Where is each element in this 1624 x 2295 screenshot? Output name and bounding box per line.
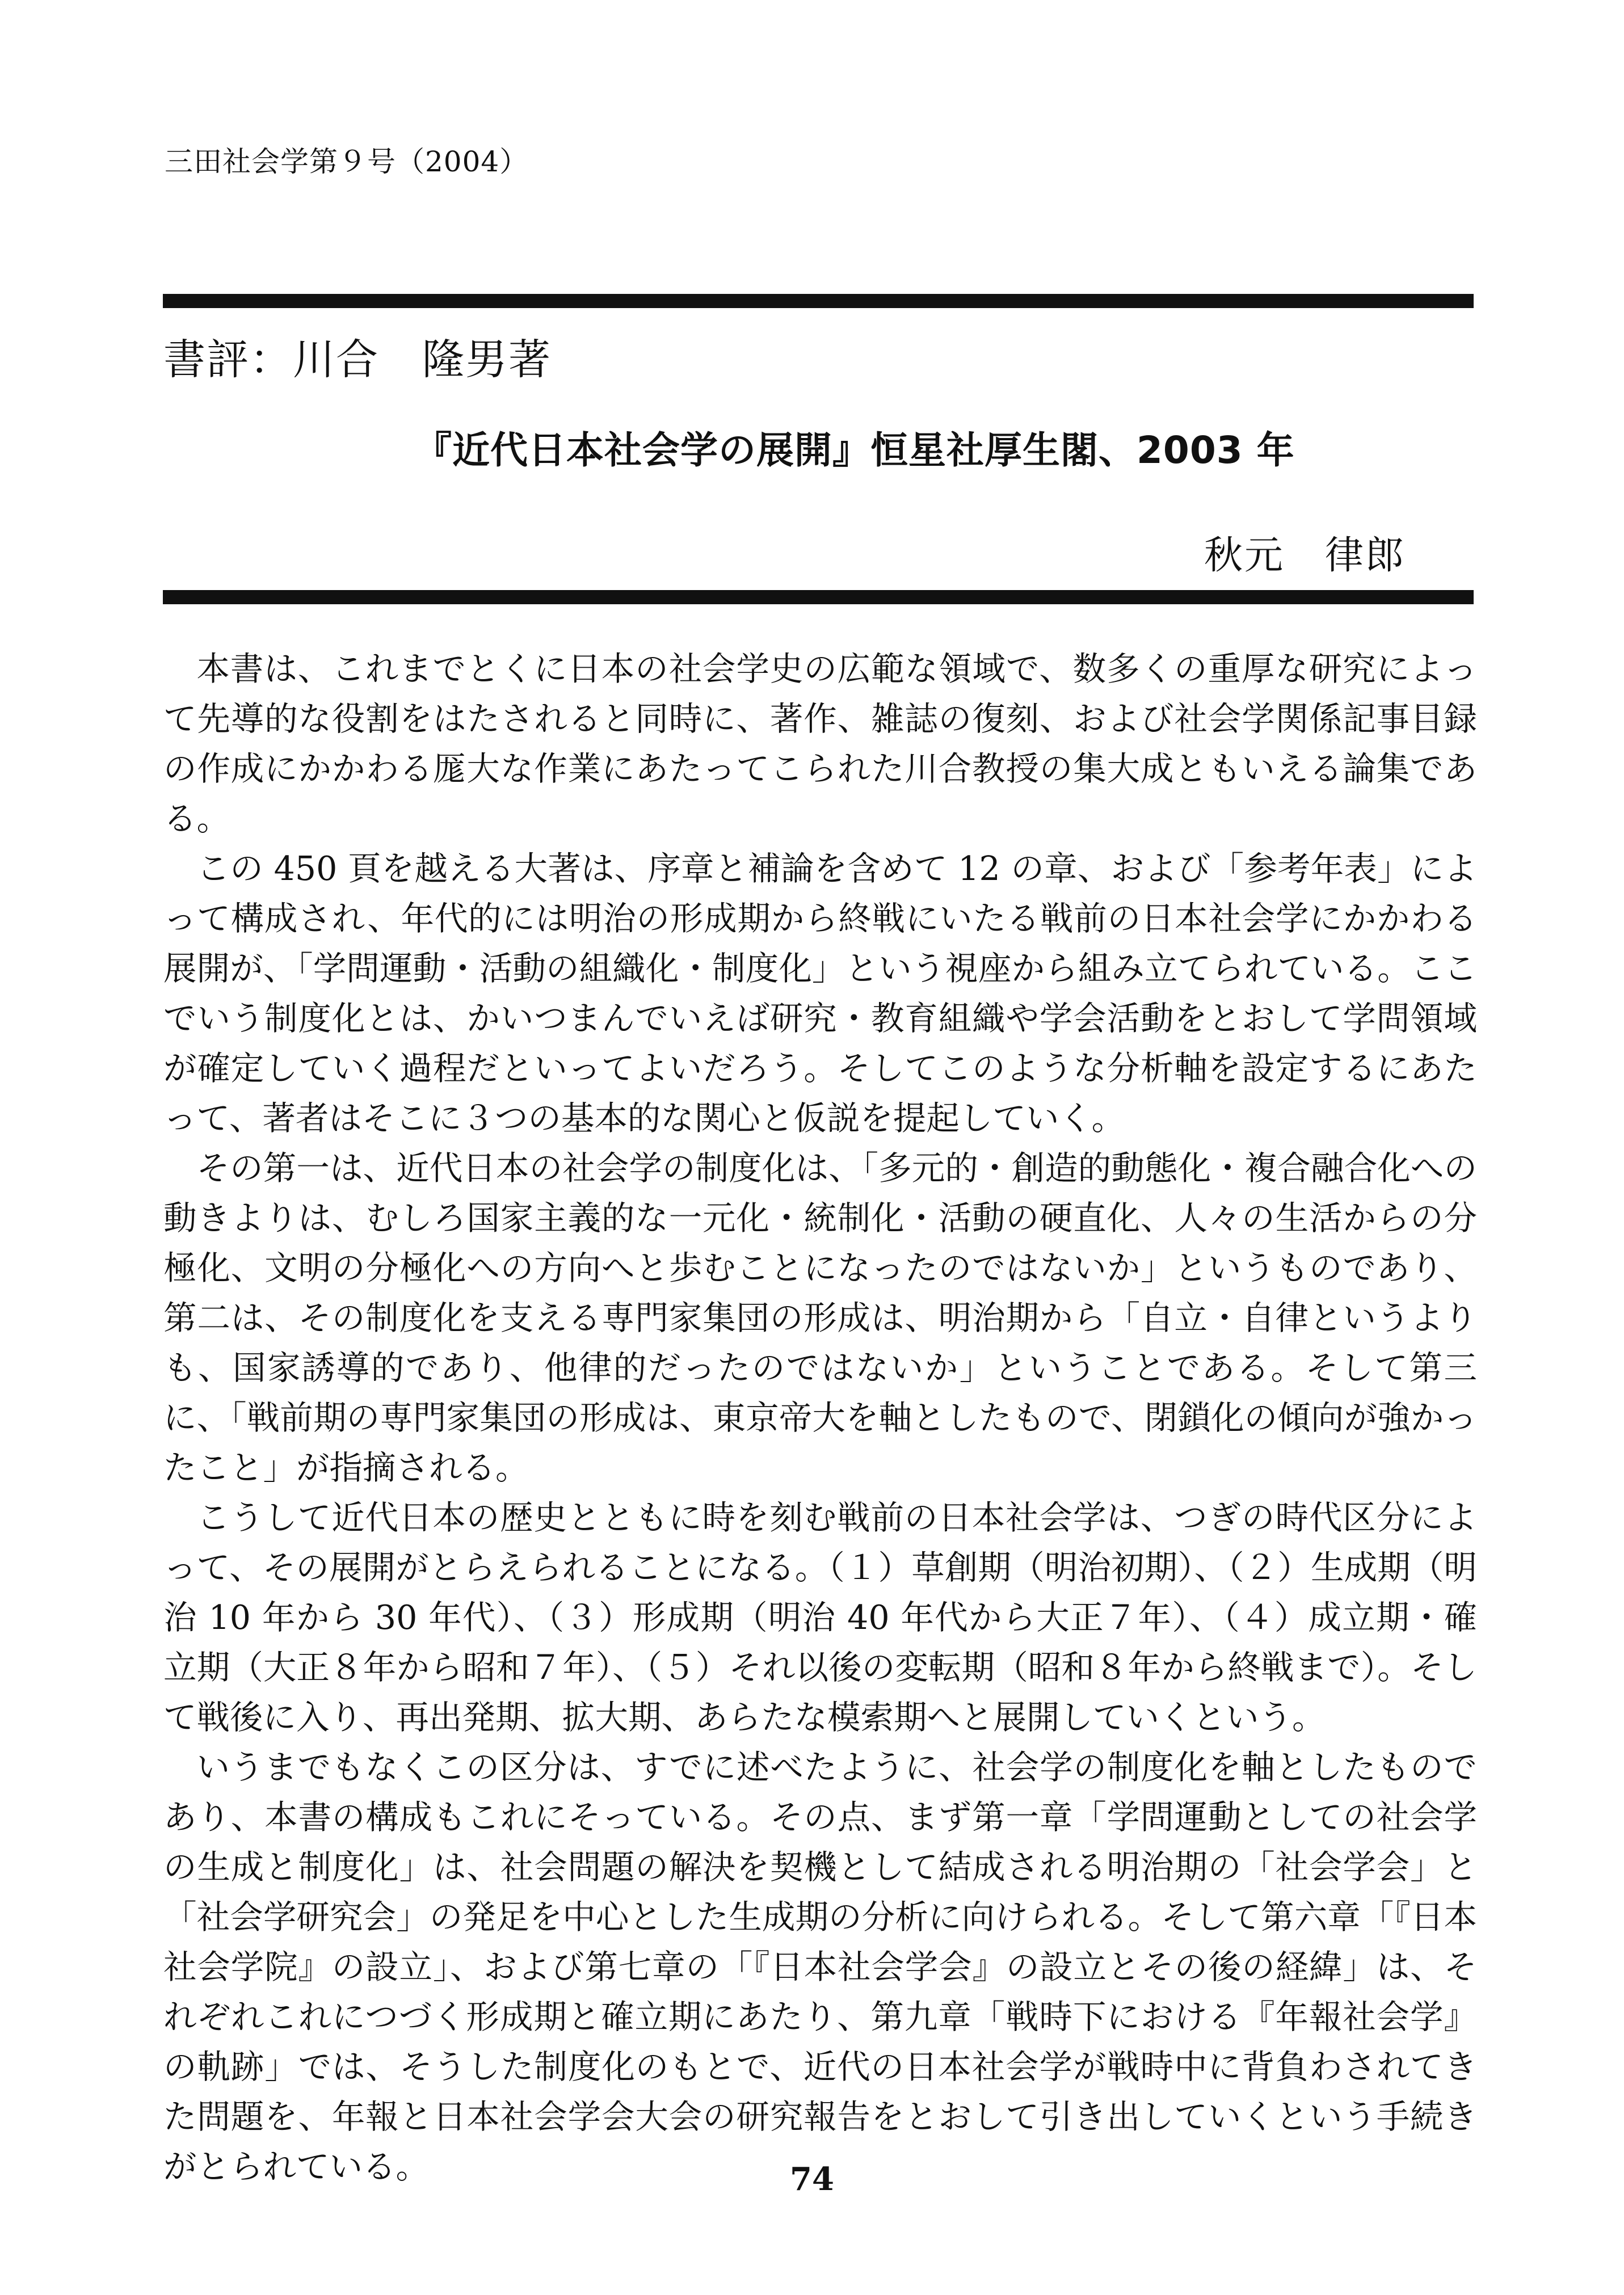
paragraph: その第一は、近代日本の社会学の制度化は、「多元的・創造的動態化・複合融合化への動きよりは、むしろ国家主義的な一元化・統制化・活動の硬直化、人々の生活からの分極化、文明の分極化への方向へと歩むことになったのではないか」というものであり、第二は、その制度化を支える専門家集団の形成は、明治期から「自立・自律というよりも、国家誘導的であり、他律的だったのではないか」ということである。そして第三に、「戦前期の専門家集団の形成は、東京帝大を軸としたもので、閉鎖化の傾向が強かったこと」が指摘される。 [163,1149,1477,1487]
review-title: 書評：川合 隆男著 [163,335,552,384]
paragraph: いうまでもなくこの区分は、すでに述べたように、社会学の制度化を軸としたものであり、本書の構成もこれにそっている。その点、まず第一章「学問運動としての社会学の生成と制度化」は、社会問題の解決を契機として結成される明治期の「社会学会」と「社会学研究会」の発足を中心とした生成期の分析に向けられる。そして第六章「『日本社会学院』の設立」、および第七章の「『日本社会学会』の設立とその後の経緯」は、それぞれこれにつづく形成期と確立期にあたり、第九章「戦時下における『年報社会学』の軌跡」では、そうした制度化のもとで、近代の日本社会学が戦時中に背負わされてきた問題を、年報と日本社会学会大会の研究報告をとおして引き出していくという手続きがとられている。 [163,1748,1477,2186]
paragraph: こうして近代日本の歴史とともに時を刻む戦前の日本社会学は、つぎの時代区分によって、その展開がとらえられることになる。（１）草創期（明治初期）、（２）生成期（明治 10 年から 30 年代）、（３）形成期（明治 40 年代から大正７年）、（４）成立期・確立期（大正８年から昭和７年）、（５）それ以後の変転期（昭和８年から終戦まで）。そして戦後に入り、再出発期、拡大期、あらたな模索期へと展開していくという。 [163,1498,1477,1737]
journal-header: 三田社会学第９号（2004） [165,145,529,178]
paragraph: 本書は、これまでとくに日本の社会学史の広範な領域で、数多くの重厚な研究によって先導的な役割をはたされると同時に、著作、雑誌の復刻、および社会学関係記事目録の作成にかかわる厖大な作業にあたってこられた川合教授の集大成ともいえる論集である。 [163,650,1477,838]
book-title: 『近代日本社会学の展開』恒星社厚生閣、2003 年 [414,428,1295,472]
reviewer-name: 秋元 律郎 [1204,533,1406,578]
bottom-rule [163,590,1474,604]
page-number: 74 [790,2161,834,2198]
body-text [163,644,1477,2192]
paragraph: この 450 頁を越える大著は、序章と補論を含めて 12 の章、および「参考年表」によって構成され、年代的には明治の形成期から終戦にいたる戦前の日本社会学にかかわる展開が、「学問運動・活動の組織化・制度化」という視座から組み立てられている。ここでいう制度化とは、かいつまんでいえば研究・教育組織や学会活動をとおして学問領域が確定していく過程だといってよいだろう。そしてこのような分析軸を設定するにあたって、著者はそこに３つの基本的な関心と仮説を提起していく。 [163,849,1477,1138]
top-rule [163,294,1474,308]
